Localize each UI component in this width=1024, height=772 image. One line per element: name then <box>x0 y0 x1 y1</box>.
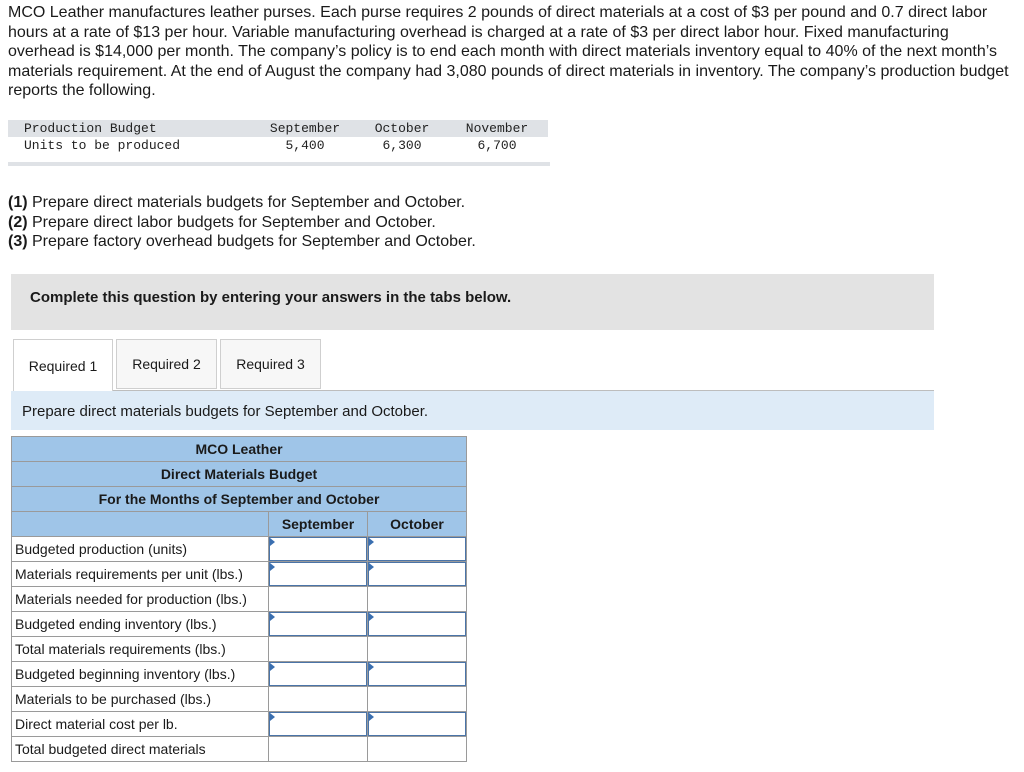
cost-per-lb-september-input[interactable] <box>269 713 367 735</box>
row-label: Total budgeted direct materials <box>12 737 269 762</box>
requirement-number: (2) <box>8 213 28 231</box>
october-input-cell[interactable] <box>368 662 467 687</box>
row-label: Materials to be purchased (lbs.) <box>12 687 269 712</box>
row-label: Total materials requirements (lbs.) <box>12 637 269 662</box>
october-input-cell[interactable] <box>368 612 467 637</box>
beginning-inventory-october-input[interactable] <box>368 663 466 685</box>
materials-needed-september-cell <box>269 587 368 612</box>
total-requirements-september-cell <box>269 637 368 662</box>
requirement-text: Prepare direct materials budgets for September and October. <box>27 194 466 211</box>
header-november: November <box>446 120 548 137</box>
row-label: Budgeted beginning inventory (lbs.) <box>12 662 269 687</box>
header-september: September <box>252 120 358 137</box>
units-row <box>8 137 548 154</box>
requirements-list <box>8 193 476 252</box>
materials-per-unit-october-input[interactable] <box>368 563 466 585</box>
tab-instruction-text: Prepare direct materials budgets for September and October. <box>22 403 429 420</box>
budget-row <box>12 662 467 687</box>
tab-required-3[interactable]: Required 3 <box>220 339 321 389</box>
tab-instruction <box>11 391 934 430</box>
budget-period-row <box>12 487 467 512</box>
september-input-cell[interactable] <box>269 612 368 637</box>
october-input-cell[interactable] <box>368 562 467 587</box>
materials-needed-october-cell <box>368 587 467 612</box>
header-october: October <box>358 120 446 137</box>
ending-inventory-october-input[interactable] <box>368 613 466 635</box>
column-header-october: October <box>368 512 467 537</box>
units-october: 6,300 <box>382 138 422 153</box>
cost-per-lb-october-input[interactable] <box>368 713 466 735</box>
units-september: 5,400 <box>285 138 325 153</box>
budget-column-header-blank <box>12 512 269 537</box>
budget-row <box>12 587 467 612</box>
total-direct-materials-september-cell <box>269 737 368 762</box>
materials-per-unit-september-input[interactable] <box>269 563 367 585</box>
units-row-label: Units to be produced <box>24 138 181 153</box>
requirement-number: (1) <box>8 194 28 211</box>
october-input-cell[interactable] <box>368 537 467 562</box>
banner-text: Complete this question by entering your answers in the tabs below. <box>30 289 512 306</box>
budget-row <box>12 712 467 737</box>
production-table-divider <box>8 162 550 166</box>
budgeted-production-september-input[interactable] <box>269 538 367 560</box>
row-label: Budgeted ending inventory (lbs.) <box>12 612 269 637</box>
tab-required-2[interactable]: Required 2 <box>116 339 217 389</box>
requirement-number: (3) <box>8 233 28 251</box>
production-budget-title: Production Budget <box>8 120 252 137</box>
budget-company: MCO Leather <box>12 437 467 462</box>
budget-row <box>12 687 467 712</box>
total-requirements-october-cell <box>368 637 467 662</box>
october-input-cell[interactable] <box>368 712 467 737</box>
production-budget-table <box>8 120 548 154</box>
budgeted-production-october-input[interactable] <box>368 538 466 560</box>
units-november: 6,700 <box>477 138 517 153</box>
september-input-cell[interactable] <box>269 562 368 587</box>
requirement-2 <box>8 213 476 233</box>
total-direct-materials-october-cell <box>368 737 467 762</box>
september-input-cell[interactable] <box>269 662 368 687</box>
requirement-1 <box>8 193 476 213</box>
budget-column-header-row <box>12 512 467 537</box>
requirement-text: Prepare factory overhead budgets for September and October. <box>27 233 476 251</box>
september-input-cell[interactable] <box>269 537 368 562</box>
september-input-cell[interactable] <box>269 712 368 737</box>
row-label: Materials requirements per unit (lbs.) <box>12 562 269 587</box>
instruction-banner <box>11 274 934 330</box>
row-label: Direct material cost per lb. <box>12 712 269 737</box>
beginning-inventory-september-input[interactable] <box>269 663 367 685</box>
requirement-text: Prepare direct labor budgets for September and October. <box>27 213 436 231</box>
direct-materials-budget-table <box>11 436 467 762</box>
budget-row <box>12 562 467 587</box>
budget-period: For the Months of September and October <box>12 487 467 512</box>
budget-row <box>12 737 467 762</box>
tab-required-1[interactable]: Required 1 <box>13 339 113 392</box>
problem-text: MCO Leather manufactures leather purses. Each purse requires 2 pounds of direct materials at a cost of $3 per pound and 0.7 direct labor hours at a rate of $13 per hour. Variable manufacturing overhead is charged at a rate of $3 per direct labor hour. Fixed manufacturing overhead is $14,000 per month. The company’s policy is to end each month with direct materials inventory equal to 40% of the next month’s materials requirement. At the end of August the company had 3,080 pounds of direct materials in inventory. The company’s production budget reports the following. <box>8 4 1009 100</box>
materials-purchased-september-cell <box>269 687 368 712</box>
budget-company-row <box>12 437 467 462</box>
budget-title-row <box>12 462 467 487</box>
row-label: Materials needed for production (lbs.) <box>12 587 269 612</box>
budget-row <box>12 612 467 637</box>
column-header-september: September <box>269 512 368 537</box>
materials-purchased-october-cell <box>368 687 467 712</box>
budget-row <box>12 537 467 562</box>
requirement-3 <box>8 232 476 252</box>
row-label: Budgeted production (units) <box>12 537 269 562</box>
budget-row <box>12 637 467 662</box>
production-budget-header-row <box>8 120 548 137</box>
ending-inventory-september-input[interactable] <box>269 613 367 635</box>
budget-title: Direct Materials Budget <box>12 462 467 487</box>
